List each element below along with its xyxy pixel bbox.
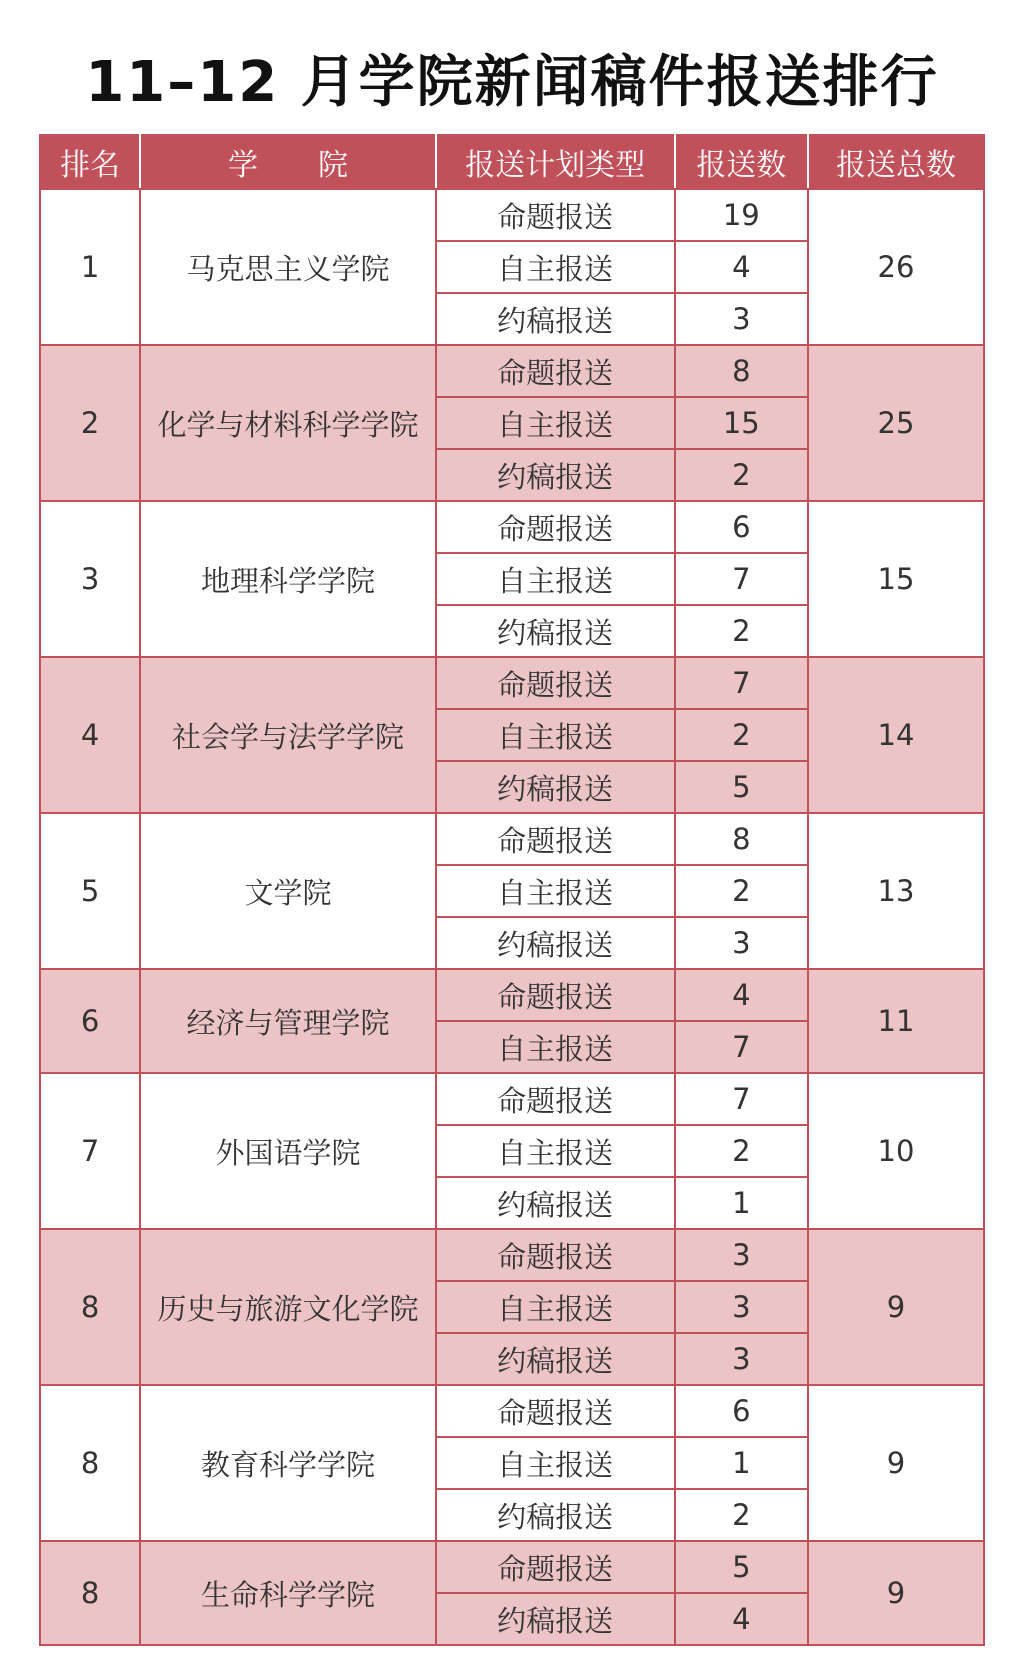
table-row (40, 969, 984, 1021)
table-row (40, 189, 984, 241)
header-plan-type: 报送计划类型 (436, 135, 675, 189)
plan-type-cell: 自主报送 (436, 1125, 675, 1177)
plan-type-cell: 自主报送 (436, 397, 675, 449)
total-cell: 10 (808, 1073, 984, 1229)
count-cell: 7 (675, 553, 808, 605)
college-cell: 经济与管理学院 (140, 969, 435, 1073)
rank-cell: 7 (40, 1073, 140, 1229)
plan-type-cell: 约稿报送 (436, 1177, 675, 1229)
count-cell: 8 (675, 813, 808, 865)
table-row (40, 501, 984, 553)
plan-type-cell: 命题报送 (436, 657, 675, 709)
rank-cell: 4 (40, 657, 140, 813)
plan-type-cell: 命题报送 (436, 501, 675, 553)
rank-cell: 8 (40, 1541, 140, 1645)
plan-type-cell: 命题报送 (436, 969, 675, 1021)
rank-cell: 2 (40, 345, 140, 501)
count-cell: 5 (675, 761, 808, 813)
plan-type-cell: 约稿报送 (436, 1593, 675, 1645)
count-cell: 4 (675, 241, 808, 293)
college-cell: 社会学与法学学院 (140, 657, 435, 813)
plan-type-cell: 自主报送 (436, 1021, 675, 1073)
total-cell: 9 (808, 1541, 984, 1645)
plan-type-cell: 命题报送 (436, 1229, 675, 1281)
table-row (40, 345, 984, 397)
plan-type-cell: 约稿报送 (436, 917, 675, 969)
plan-type-cell: 自主报送 (436, 865, 675, 917)
header-count: 报送数 (675, 135, 808, 189)
plan-type-cell: 自主报送 (436, 241, 675, 293)
count-cell: 2 (675, 605, 808, 657)
total-cell: 13 (808, 813, 984, 969)
rank-cell: 5 (40, 813, 140, 969)
count-cell: 15 (675, 397, 808, 449)
count-cell: 7 (675, 1021, 808, 1073)
plan-type-cell: 约稿报送 (436, 1333, 675, 1385)
rank-cell: 8 (40, 1385, 140, 1541)
count-cell: 2 (675, 709, 808, 761)
count-cell: 1 (675, 1437, 808, 1489)
total-cell: 9 (808, 1385, 984, 1541)
count-cell: 2 (675, 1125, 808, 1177)
college-cell: 生命科学学院 (140, 1541, 435, 1645)
count-cell: 3 (675, 1229, 808, 1281)
college-cell: 地理科学学院 (140, 501, 435, 657)
plan-type-cell: 约稿报送 (436, 1489, 675, 1541)
ranking-table (39, 134, 985, 1646)
count-cell: 7 (675, 1073, 808, 1125)
count-cell: 6 (675, 1385, 808, 1437)
plan-type-cell: 自主报送 (436, 709, 675, 761)
total-cell: 26 (808, 189, 984, 345)
header-college: 学 院 (140, 135, 435, 189)
plan-type-cell: 命题报送 (436, 1541, 675, 1593)
table-row (40, 1229, 984, 1281)
table-row (40, 813, 984, 865)
table-body (40, 189, 984, 1645)
count-cell: 6 (675, 501, 808, 553)
college-cell: 化学与材料科学学院 (140, 345, 435, 501)
plan-type-cell: 命题报送 (436, 345, 675, 397)
plan-type-cell: 自主报送 (436, 1281, 675, 1333)
count-cell: 19 (675, 189, 808, 241)
count-cell: 2 (675, 865, 808, 917)
plan-type-cell: 约稿报送 (436, 449, 675, 501)
table-header-row (40, 135, 984, 189)
college-cell: 文学院 (140, 813, 435, 969)
rank-cell: 8 (40, 1229, 140, 1385)
total-cell: 15 (808, 501, 984, 657)
total-cell: 14 (808, 657, 984, 813)
table-row (40, 1385, 984, 1437)
count-cell: 8 (675, 345, 808, 397)
college-cell: 外国语学院 (140, 1073, 435, 1229)
count-cell: 2 (675, 1489, 808, 1541)
count-cell: 3 (675, 1281, 808, 1333)
plan-type-cell: 约稿报送 (436, 293, 675, 345)
header-rank: 排名 (40, 135, 140, 189)
count-cell: 2 (675, 449, 808, 501)
count-cell: 4 (675, 969, 808, 1021)
rank-cell: 3 (40, 501, 140, 657)
page-title: 11–12 月学院新闻稿件报送排行 (85, 50, 939, 115)
college-cell: 马克思主义学院 (140, 189, 435, 345)
plan-type-cell: 自主报送 (436, 553, 675, 605)
plan-type-cell: 约稿报送 (436, 761, 675, 813)
header-total: 报送总数 (808, 135, 984, 189)
count-cell: 1 (675, 1177, 808, 1229)
plan-type-cell: 自主报送 (436, 1437, 675, 1489)
college-cell: 历史与旅游文化学院 (140, 1229, 435, 1385)
table-row (40, 657, 984, 709)
count-cell: 5 (675, 1541, 808, 1593)
count-cell: 4 (675, 1593, 808, 1645)
total-cell: 11 (808, 969, 984, 1073)
college-cell: 教育科学学院 (140, 1385, 435, 1541)
plan-type-cell: 命题报送 (436, 1385, 675, 1437)
plan-type-cell: 命题报送 (436, 813, 675, 865)
count-cell: 7 (675, 657, 808, 709)
count-cell: 3 (675, 293, 808, 345)
rank-cell: 6 (40, 969, 140, 1073)
plan-type-cell: 命题报送 (436, 1073, 675, 1125)
total-cell: 9 (808, 1229, 984, 1385)
count-cell: 3 (675, 917, 808, 969)
table-row (40, 1541, 984, 1593)
table-row (40, 1073, 984, 1125)
total-cell: 25 (808, 345, 984, 501)
rank-cell: 1 (40, 189, 140, 345)
plan-type-cell: 约稿报送 (436, 605, 675, 657)
plan-type-cell: 命题报送 (436, 189, 675, 241)
count-cell: 3 (675, 1333, 808, 1385)
